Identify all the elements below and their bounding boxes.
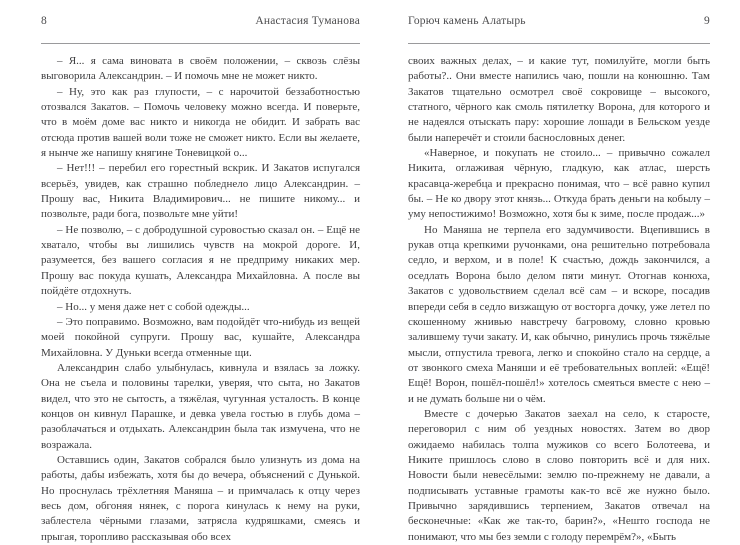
right-running-head — [408, 0, 710, 39]
left-running-head-title: Анастасия Туманова — [255, 15, 360, 27]
paragraph: Вместе с дочерью Закатов заехал на село, к старосте, переговорил с ним об уездных новостях. Затем во двор ожидаемо набилась толпа мужиков со всего Болотеева, и Никите пришлось слово в слово повторить всё и для них. Новости были невесёлыми: землю по-прежнему не давали, а подписывать уставные грамоты как-то всё же нужно было. Привычно зарядившись терпением, Закатов отвечал на бесконечные: «Как же так-то, барин?», «Нешто господа не понимают, что мы без земли с голоду перемрём?», «Быть — [408, 407, 710, 543]
left-page-number: 8 — [41, 15, 47, 27]
paragraph: Александрин слабо улыбнулась, кивнула и взялась за ложку. Она не съела и половины тарелки, уверяя, что сыта, но Закатов видел, что это не сытость, а тяжёлая, чугунная усталость. В конце концов он кивнул Парашке, и девка увела гостью в глубь дома – разоблачаться и отдыхать. Александрин была так измучена, что не возражала. — [41, 361, 360, 451]
paragraph: – Не позволю, – с добродушной суровостью сказал он. – Ещё не хватало, чтобы вы лишились чувств на мокрой дороге. И, разумеется, без вашего согласия я не предприму никаких мер. Прошу вас покуда кушать, Александра Михайловна. А после вы пойдёте отдохнуть. — [41, 223, 360, 298]
right-page — [370, 0, 740, 543]
paragraph: Но Маняша не терпела его задумчивости. Вцепившись в рукав отца крепкими ручонками, она решительно потребовала седло, и верхом, и в поле! К счастью, дождь закончился, а оседлать Ворона было делом пяти минут. Отогнав конюха, Закатов с удовольствием сделал всё сам – и вскоре, посадив впереди себя в седло визжащую от восторга дочку, уже летел по скошенному жнивью навстречу багровому, словно кровью залившему тучи закату. И, как обычно, ринулись прочь тяжёлые мысли, отпустила тревога, легко и спокойно стало на сердце, а от звонкого смеха Маняши и её требовательных воплей: «Ещё! Ещё! Ворон, пошёл-пошёл!» хотелось смеяться вместе с нею – и не думать больше ни о чём. — [408, 223, 710, 405]
paragraph: – Я... я сама виновата в своём положении, – сквозь слёзы выговорила Александрин. – И помочь мне не может никто. — [41, 55, 360, 83]
left-page — [0, 0, 370, 543]
right-page-number: 9 — [704, 15, 710, 27]
right-body-text — [408, 54, 710, 545]
right-running-head-title: Горюч камень Алатырь — [408, 15, 526, 27]
paragraph: своих важных делах, – и какие тут, помилуйте, могли быть работы?.. Они вместе напились чаю, пошли на конюшню. Там Закатов тщательно осмотрел своё сокровище – высокого, статного, чёрного как смоль пятилетку Ворона, для которого и не надеялся отыскать пару: хорошие лошади в Бельском уезде были наперечёт и стоили баснословных денег. — [408, 55, 710, 144]
left-header-rule — [41, 43, 360, 44]
paragraph: – Это поправимо. Возможно, вам подойдёт что-нибудь из вещей моей покойной супруги. Прошу вас, кушайте, Александра Михайловна. У Дуньки всегда отменные щи. — [41, 315, 360, 359]
left-body-text — [41, 54, 360, 545]
left-running-head — [41, 0, 360, 39]
paragraph: Оставшись один, Закатов собрался было улизнуть из дома на работы, дабы избежать, хотя бы до вечера, объяснений с Дунькой. Но проснулась трёхлетняя Маняша – и примчалась к отцу через весь дом, обгоняя нянек, с порога кинулась к нему на руки, заблестела чёрными глазами, затрясла кудряшками, смеясь и прыгая, торопливо рассказывая обо всех — [41, 453, 360, 543]
paragraph: – Ну, это как раз глупости, – с нарочитой беззаботностью отозвался Закатов. – Помочь человеку можно всегда. И поверьте, что в моём доме вас никто и никогда не обидит. И забрать вас отсюда против вашей воли тоже не сможет никто. Если вы желаете, я нынче же напишу княгине Тоневицкой о... — [41, 85, 360, 160]
paragraph: – Нет!!! – перебил его горестный вскрик. И Закатов испугался всерьёз, увидев, как страшно побледнело лицо Александрин. – Прошу вас, Никита Владимирович... не пишите никому... и позвольте, ради бога, позвольте мне уйти! — [41, 162, 360, 221]
right-header-rule — [408, 43, 710, 44]
paragraph: «Наверное, и покупать не стоило... – привычно сожалел Никита, оглаживая чёрную, гладкую, как атлас, шерсть красавца-жеребца и прекрасно понимая, что – всё равно купил бы. – Не ко двору этот князь... Откуда брать деньги на кобылу – уму непостижимо! Возможно, хотя бы к зиме, после продаж...» — [408, 147, 710, 221]
paragraph: – Но... у меня даже нет с собой одежды... — [57, 300, 250, 313]
